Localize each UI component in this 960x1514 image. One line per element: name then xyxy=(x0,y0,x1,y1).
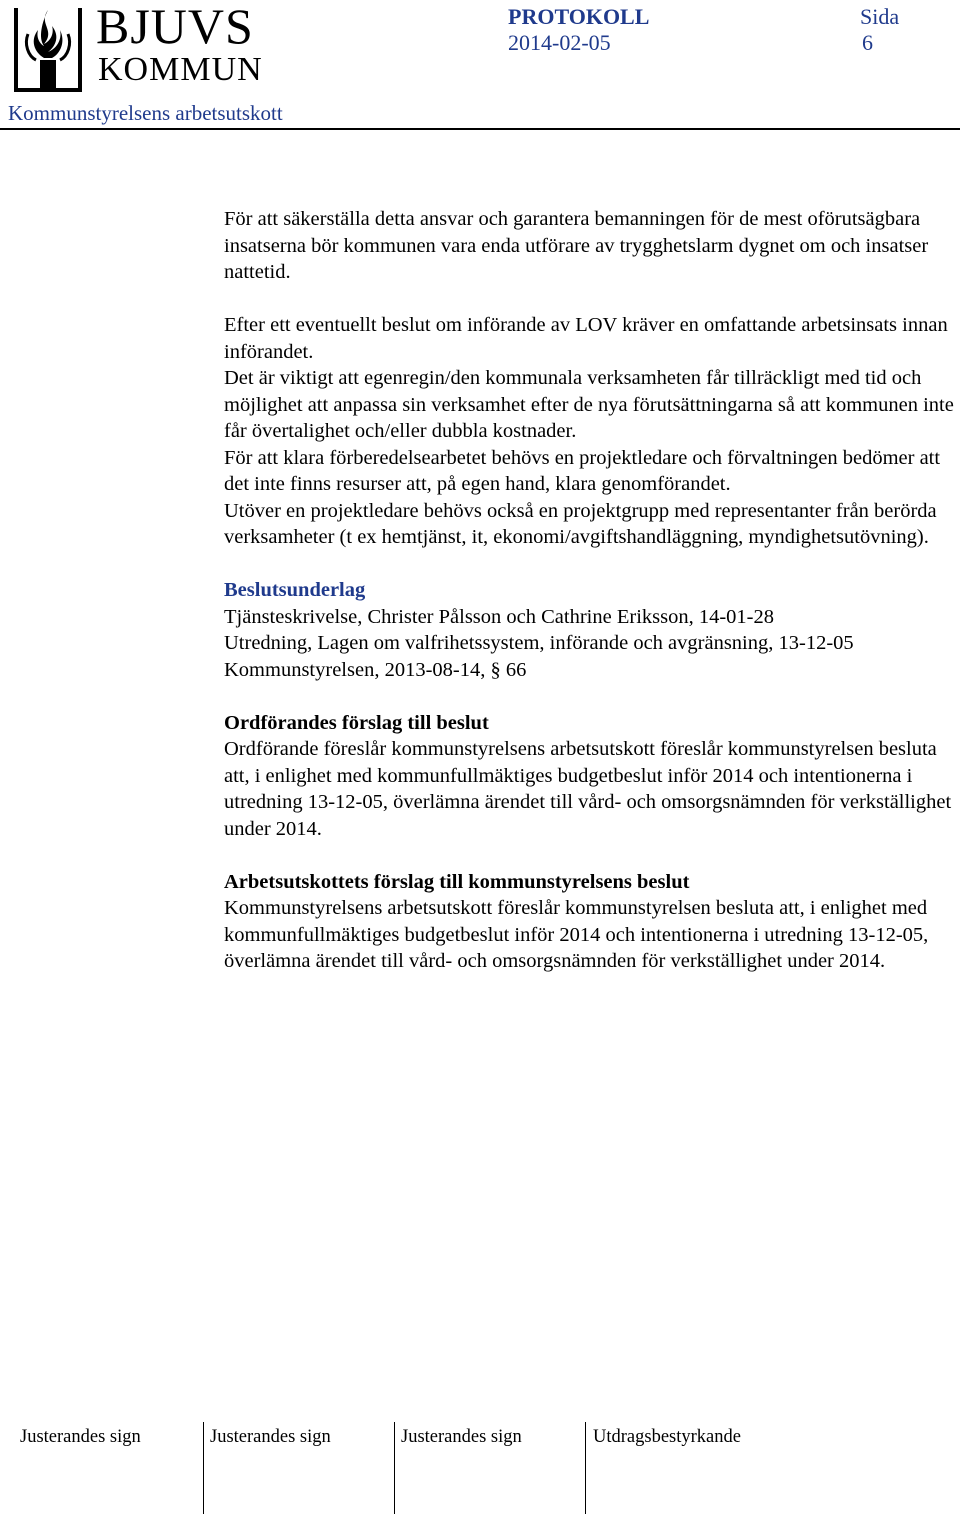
paragraph-responsibility: För att säkerställa detta ansvar och garantera bemanningen för de mest oförutsägbara insatserna bör kommunen vara enda utförare av trygghetslarm dygnet om och insatser nattetid. xyxy=(224,208,929,283)
section-ordforande xyxy=(224,710,958,843)
page-number: 6 xyxy=(862,30,873,55)
list-item: Tjänsteskrivelse, Christer Pålsson och Cathrine Eriksson, 14-01-28 xyxy=(224,605,774,628)
signature-divider xyxy=(585,1422,586,1514)
heading-ordforande: Ordförandes förslag till beslut xyxy=(224,711,489,734)
page-label: Sida xyxy=(860,4,900,29)
document-type: PROTOKOLL xyxy=(508,4,650,29)
logo-text-kommun: KOMMUN xyxy=(98,51,263,88)
section-arbetsutskott xyxy=(224,869,958,975)
signature-divider xyxy=(394,1422,395,1514)
list-item: Kommunstyrelsen, 2013-08-14, § 66 xyxy=(224,658,527,681)
logo-text-bjuvs: BJUVS xyxy=(96,0,254,54)
bjuvs-kommun-logo xyxy=(8,0,263,94)
organization-name: Kommunstyrelsens arbetsutskott xyxy=(8,101,283,125)
paragraph-project-group: Utöver en projektledare behövs också en projektgrupp med representanter från berörda verksamheter (t ex hemtjänst, it, ekonomi/avgiftshandläggning, myndighetsutövning). xyxy=(224,499,937,548)
header-divider xyxy=(0,128,960,130)
signature-label-1: Justerandes sign xyxy=(20,1427,141,1447)
signature-footer xyxy=(0,1422,960,1514)
signature-label-3: Justerandes sign xyxy=(401,1427,522,1447)
torch-emblem-icon xyxy=(8,4,88,94)
paragraph-project-leader: För att klara förberedelsearbetet behövs en projektledare och förvaltningen bedömer att det inte finns resurser att, på egen hand, klara genomförandet. xyxy=(224,446,941,495)
heading-beslutsunderlag: Beslutsunderlag xyxy=(224,579,366,601)
signature-label-2: Justerandes sign xyxy=(210,1427,331,1447)
paragraph-lov: Efter ett eventuellt beslut om införande av LOV kräver en omfattande arbetsinsats innan införandet. xyxy=(224,314,948,363)
paragraph-egenregin: Det är viktigt att egenregin/den kommunala verksamheten får tillräckligt med tid och möjlighet att anpassa sin verksamhet efter de nya förutsättningarna så att kommunen inte får övertalighet och/eller dubbla kostnader. xyxy=(224,367,954,442)
paragraph-arbetsutskott: Kommunstyrelsens arbetsutskott föreslår kommunstyrelsen besluta att, i enlighet med kommunfullmäktiges budgetbeslut inför 2014 och intentionerna i utredning 13-12-05, överlämna ärendet till vård- och omsorgsnämnden för verkställighet under 2014. xyxy=(224,897,929,972)
document-body xyxy=(224,206,958,975)
document-date: 2014-02-05 xyxy=(508,30,611,55)
heading-arbetsutskott: Arbetsutskottets förslag till kommunstyrelsens beslut xyxy=(224,870,690,893)
paragraph-ordforande: Ordförande föreslår kommunstyrelsens arbetsutskott föreslår kommunstyrelsen besluta att, i enlighet med kommunfullmäktiges budgetbeslut inför 2014 och intentionerna i utredning 13-12-05, överlämna ärendet till vård- och omsorgsnämnden för verkställighet under 2014. xyxy=(224,738,952,840)
section-beslutsunderlag xyxy=(224,577,958,683)
signature-label-4: Utdragsbestyrkande xyxy=(593,1427,741,1447)
signature-divider xyxy=(203,1422,204,1514)
list-item: Utredning, Lagen om valfrihetssystem, införande och avgränsning, 13-12-05 xyxy=(224,632,854,654)
